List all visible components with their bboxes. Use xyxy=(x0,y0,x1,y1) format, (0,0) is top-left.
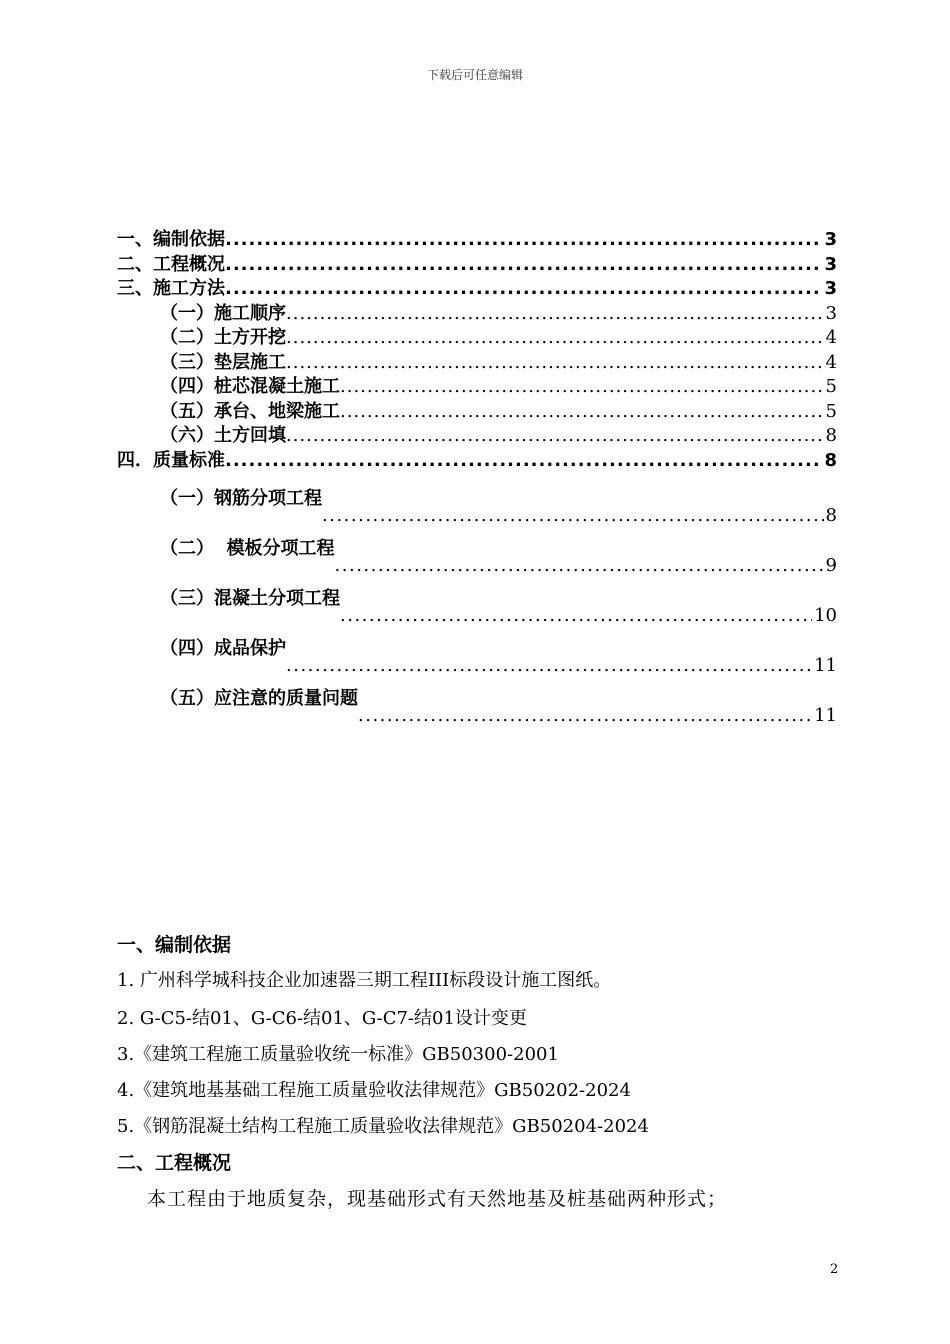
toc-leader xyxy=(358,705,812,732)
toc-entry[interactable] xyxy=(117,277,837,302)
toc-quality-subsection xyxy=(160,482,837,732)
section-heading-basis: 一、编制依据 xyxy=(117,934,232,956)
toc-entry-label: 二、工程概况 xyxy=(117,253,225,275)
toc-leader xyxy=(225,228,822,253)
toc-entry-page: 3 xyxy=(824,229,837,250)
toc-entry-page: 8 xyxy=(824,449,837,471)
toc-entry-label: （四）桩芯混凝土施工 xyxy=(160,376,340,397)
toc-entry-page: 4 xyxy=(825,327,837,348)
toc-entry-page: 3 xyxy=(824,278,837,299)
toc-entry[interactable] xyxy=(117,253,837,278)
overview-paragraph: 本工程由于地质复杂，现基础形式有天然地基及桩基础两种形式； xyxy=(147,1188,728,1210)
toc-entry[interactable] xyxy=(117,449,837,474)
toc-entry-label: 三、施工方法 xyxy=(117,278,225,299)
toc-entry[interactable] xyxy=(117,326,837,351)
toc-leader xyxy=(340,375,824,400)
toc-leader xyxy=(286,351,824,376)
toc-leader xyxy=(225,253,822,278)
toc-entry[interactable] xyxy=(160,532,837,582)
toc-entry-label: （二） 模板分项工程 xyxy=(160,538,335,559)
toc-entry[interactable] xyxy=(160,632,837,682)
toc-entry-label: （四）成品保护 xyxy=(160,638,286,659)
toc-entry-page: 10 xyxy=(814,605,837,626)
reference-item: 5.《钢筋混凝土结构工程施工质量验收法律规范》GB50204-2024 xyxy=(117,1116,649,1137)
toc-leader xyxy=(340,400,824,425)
toc-entry-label: （三）垫层施工 xyxy=(160,351,286,373)
toc-leader xyxy=(340,605,812,632)
reference-item: 1. 广州科学城科技企业加速器三期工程III标段设计施工图纸。 xyxy=(117,970,612,991)
toc-entry-page: 8 xyxy=(825,425,837,446)
toc-entry-page: 4 xyxy=(825,351,837,373)
toc-entry-label: （五）应注意的质量问题 xyxy=(160,688,358,709)
toc-entry[interactable] xyxy=(117,375,837,400)
toc-leader xyxy=(286,655,812,682)
toc-leader xyxy=(225,277,822,302)
toc-entry-label: （一）钢筋分项工程 xyxy=(160,488,322,509)
toc-leader xyxy=(322,505,824,532)
toc-entry-label: （六）土方回填 xyxy=(160,425,286,446)
section-heading-overview: 二、工程概况 xyxy=(117,1152,232,1174)
page-number: 2 xyxy=(830,1262,839,1277)
toc-entry-page: 8 xyxy=(825,505,837,526)
toc-entry-page: 5 xyxy=(825,376,837,397)
toc-entry[interactable] xyxy=(160,682,837,732)
toc-entry[interactable] xyxy=(117,228,837,253)
toc-entry-label: （一）施工顺序 xyxy=(160,302,286,324)
toc-entry-page: 11 xyxy=(814,655,837,676)
toc-leader xyxy=(286,326,824,351)
toc-entry-label: 一、编制依据 xyxy=(117,229,225,250)
toc-entry-page: 9 xyxy=(825,555,837,576)
toc-entry-label: （二）土方开挖 xyxy=(160,327,286,348)
toc-leader xyxy=(335,555,824,582)
toc-entry[interactable] xyxy=(117,400,837,425)
toc-entry-page: 3 xyxy=(825,302,837,324)
toc-entry-page: 3 xyxy=(824,253,837,275)
toc-entry-page: 5 xyxy=(825,400,837,422)
page-header: 下载后可任意编辑 xyxy=(426,68,523,82)
toc-leader xyxy=(286,424,824,449)
toc-entry[interactable] xyxy=(117,302,837,327)
toc-leader xyxy=(225,449,822,474)
toc-entry[interactable] xyxy=(117,424,837,449)
toc-entry-label: 四．质量标准 xyxy=(117,449,225,471)
table-of-contents xyxy=(117,228,837,473)
reference-item: 2. G-C5-结01、G-C6-结01、G-C7-结01设计变更 xyxy=(117,1008,527,1029)
toc-entry-page: 11 xyxy=(814,705,837,726)
toc-leader xyxy=(286,302,824,327)
toc-entry[interactable] xyxy=(117,351,837,376)
toc-entry-label: （五）承台、地梁施工 xyxy=(160,400,340,422)
toc-entry[interactable] xyxy=(160,582,837,632)
reference-item: 3.《建筑工程施工质量验收统一标准》GB50300-2001 xyxy=(117,1044,559,1065)
reference-item: 4.《建筑地基基础工程施工质量验收法律规范》GB50202-2024 xyxy=(117,1080,631,1101)
toc-entry[interactable] xyxy=(160,482,837,532)
toc-entry-label: （三）混凝土分项工程 xyxy=(160,588,340,609)
